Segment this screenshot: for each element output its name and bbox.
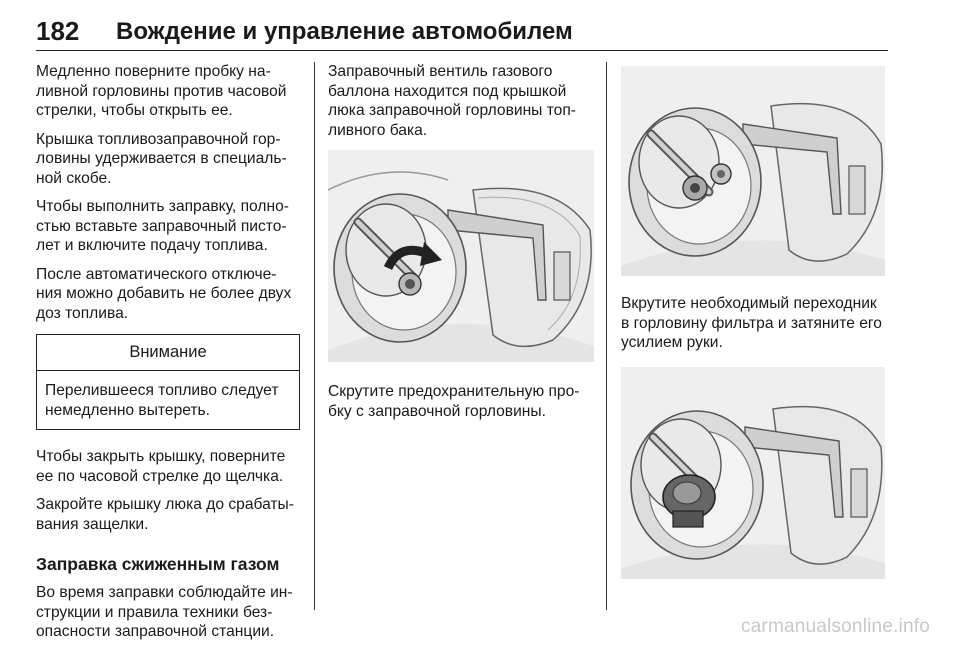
- paragraph: Медленно поверните пробку на-ливной горловины против часовой стрелки, чтобы открыть ее.: [36, 63, 287, 119]
- figure-caption: Скрутите предохранительную про-бку с заправочной горловины.: [328, 383, 580, 420]
- fuel-door-adapter-illustration-icon: [621, 367, 885, 579]
- paragraph: Закройте крышку люка до срабаты-вания защелки.: [36, 496, 294, 533]
- fuel-door-valve-illustration-icon: [621, 66, 885, 276]
- page-number: 182: [36, 16, 80, 46]
- caution-title: Внимание: [37, 335, 299, 371]
- paragraph: Крышка топливозаправочной гор-ловины удерживается в специаль-ной скобе.: [36, 130, 287, 187]
- column-divider: [606, 62, 607, 610]
- figure-caption: Вкрутите необходимый переходник в горловину фильтра и затяните его усилием руки.: [621, 295, 882, 351]
- page-header: [36, 14, 888, 51]
- caution-text: Перелившееся топливо следует немедленно вытереть.: [45, 382, 279, 419]
- section-subheading: Заправка сжиженным газом: [36, 554, 280, 574]
- paragraph: Заправочный вентиль газового баллона находится под крышкой люка заправочной горловины топ-ливного бака.: [328, 63, 576, 139]
- caution-box: [36, 334, 300, 430]
- watermark: carmanualsonline.info: [740, 616, 930, 637]
- page-title: Вождение и управление автомобилем: [116, 18, 573, 45]
- paragraph: Во время заправки соблюдайте ин-струкции и правила техники без-опасности заправочной станции.: [36, 584, 293, 640]
- paragraph: После автоматического отключе-ния можно добавить не более двух доз топлива.: [36, 265, 292, 322]
- paragraph: Чтобы выполнить заправку, полно-стью вставьте заправочный писто-лет и включите подачу топлива.: [36, 198, 289, 254]
- column-3: [621, 62, 889, 579]
- fuel-door-cap-illustration-icon: [328, 150, 594, 362]
- column-2: [328, 62, 594, 430]
- column-divider: [314, 62, 315, 610]
- paragraph: Чтобы закрыть крышку, поверните ее по часовой стрелке до щелчка.: [36, 448, 286, 485]
- column-1: [36, 62, 300, 651]
